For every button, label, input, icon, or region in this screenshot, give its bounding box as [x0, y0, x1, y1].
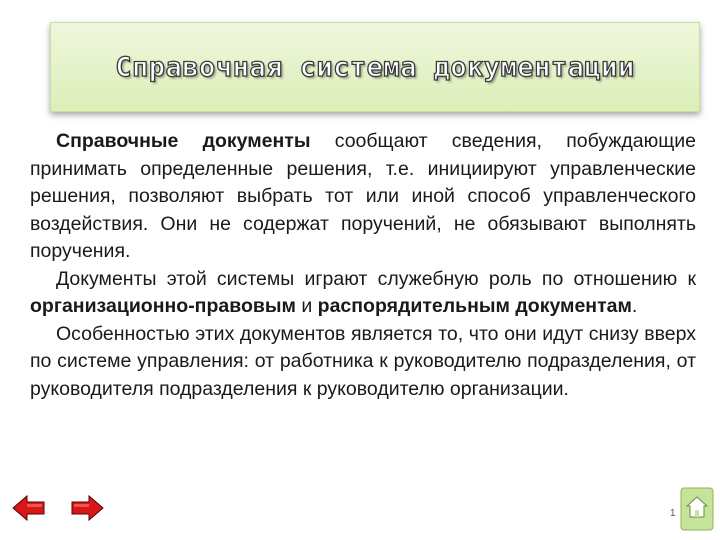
- page-number: 1: [670, 508, 676, 519]
- arrow-right-icon: [70, 494, 104, 522]
- paragraph-2-mid: и: [295, 295, 318, 317]
- arrow-left-icon: [12, 494, 46, 522]
- term-org-legal: организационно-правовым: [30, 295, 296, 317]
- paragraph-3: Особенностью этих документов является то, что они идут снизу вверх по системе управления: от работника к руководителю подразделения, от руководителя подразделения к руководителю организации.: [30, 322, 696, 400]
- home-icon: [680, 487, 714, 531]
- paragraph-1: [30, 128, 696, 266]
- slide-title: Справочная система документации: [115, 51, 635, 83]
- title-banner: [50, 22, 700, 112]
- paragraph-2-start: Документы этой системы играют служебную роль по отношению к: [56, 267, 696, 290]
- prev-slide-button[interactable]: [12, 494, 46, 522]
- home-button[interactable]: [680, 487, 714, 531]
- next-slide-button[interactable]: [70, 494, 104, 522]
- paragraph-1-text: сообщают сведения, побуждающие принимать определенные решения, т.е. инициируют управленческие решения, позволяют выбрать тот или иной способ управленческого воздействия. Они не содержат поручений, не обязывают выполнять поручения.: [30, 130, 696, 262]
- slide-body: [30, 128, 696, 403]
- paragraph-2: [30, 266, 696, 321]
- term-reference-documents: Справочные документы: [56, 130, 311, 152]
- term-administrative-documents: распорядительным документам: [317, 295, 632, 317]
- paragraph-2-end: .: [631, 295, 638, 317]
